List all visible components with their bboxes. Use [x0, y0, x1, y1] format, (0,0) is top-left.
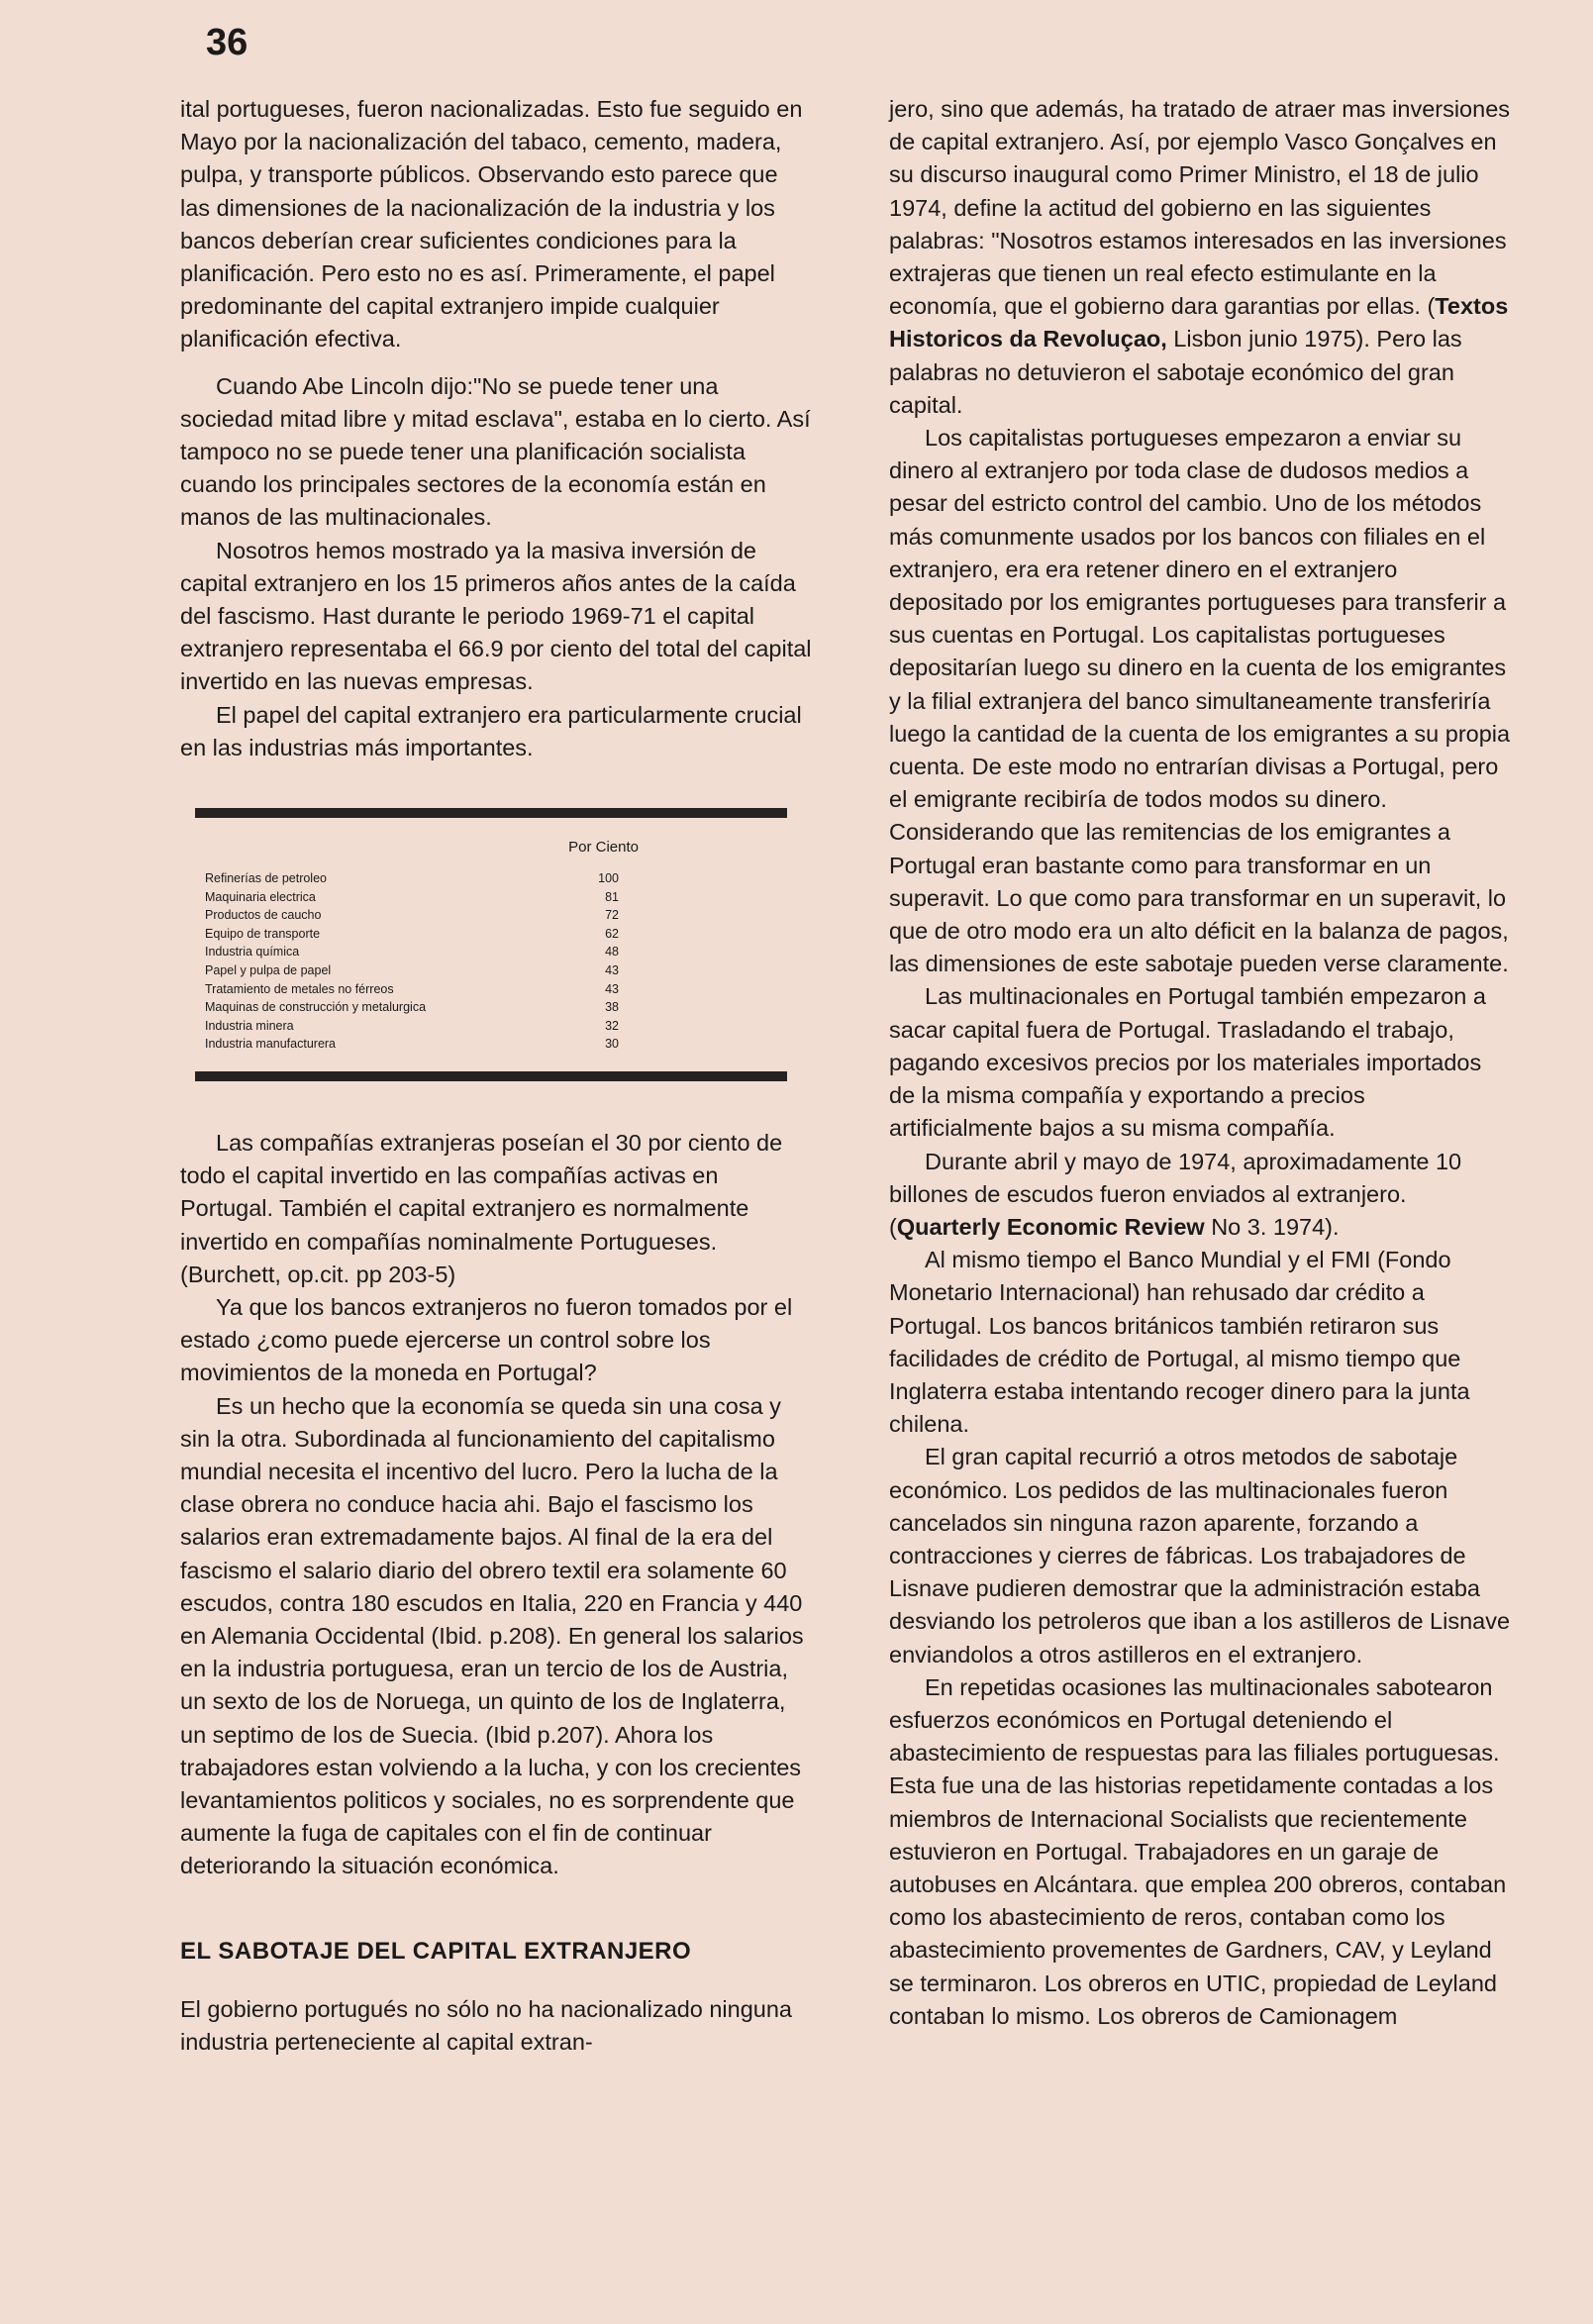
table-row-value: 43: [605, 963, 619, 978]
table-row-label: Papel y pulpa de papel: [205, 963, 332, 978]
table-bottom-rule: [195, 1071, 787, 1081]
table-row-label: Maquinaria electrica: [205, 889, 316, 904]
table-row-label: Industria manufacturera: [205, 1037, 337, 1052]
paragraph: [889, 1146, 1513, 1245]
table-row-value: 48: [605, 945, 619, 960]
table-body: [205, 869, 787, 1054]
table-top-rule: [195, 808, 787, 818]
paragraph: Los capitalistas portugueses empezaron a enviar su dinero al extranjero por toda clase de dudosos medios a pesar del estricto control del cambio. Uno de los métodos más comunmente usados por los bancos con filiales en el extranjero, era era retener dinero en el extranjero depositado por los emigrantes portugueses para transferir a sus cuentas en Portugal. Los capitalistas portugueses depositarían luego su dinero en la cuenta de los emigrantes y la filial extranjera del banco simultaneamente transferiría luego la cantidad de la cuenta de los emigrantes a su propia cuenta. De este modo no entrarían divisas a Portugal, pero el emigrante recibiría de todos modos su dinero. Considerando que las remitencias de los emigrantes a Portugal eran bastante como para transformar en un superavit. Lo que como para transformar en un superavit, lo que de otro modo era un alto déficit en la balanza de pagos, las dimensiones de este sabotaje pueden verse claramente.: [889, 425, 1511, 977]
table-row: [205, 888, 787, 907]
table-row-value: 100: [598, 871, 619, 886]
table-row-label: Industria minera: [205, 1018, 294, 1033]
paragraph: ital portugueses, fueron nacionalizadas. Esto fue seguido en Mayo por la nacionalización del tabaco, cemento, madera, pulpa, y transporte públicos. Observando esto parece que las dimensiones de la nacionalización de la industria y los bancos deberían crear suficientes condiciones para la planificación. Pero esto no es así. Primeramente, el papel predominante del capital extranjero impide cualquier planificación efectiva.: [180, 96, 803, 353]
paragraph: En repetidas ocasiones las multinacionales sabotearon esfuerzos económicos en Portugal deteniendo el abastecimiento de respuestas para las filiales portuguesas. Esta fue una de las historias repetidamente contadas a los miembros de Internacional Socialists que recientemente estuvieron en Portugal. Trabajadores en un garaje de autobuses en Alcántara. que emplea 200 obreros, contaban como los abastecimiento de reros, contaban como los abastecimiento provementes de Gardners, CAV, y Leyland se terminaron. Los obreros en UTIC, propiedad de Leyland contaban lo mismo. Los obreros de Camionagem: [889, 1673, 1507, 2029]
table-row-label: Productos de caucho: [205, 908, 322, 923]
table-row: [205, 1017, 787, 1036]
paragraph: Nosotros hemos mostrado ya la masiva inversión de capital extranjero en los 15 primeros años antes de la caída del fascismo. Hast durante le periodo 1969-71 el capital extranjero representaba el 66.9 por ciento del total del capital invertido en las nuevas empresas.: [180, 537, 812, 695]
table-row: [205, 998, 787, 1017]
paragraph: Cuando Abe Lincoln dijo:"No se puede tener una sociedad mitad libre y mitad esclava", estaba en lo cierto. Así tampoco no se puede tener una planificación socialista cuando los principales sectores de la economía están en manos de las multinacionales.: [180, 372, 811, 531]
paragraph: Al mismo tiempo el Banco Mundial y el FMI (Fondo Monetario Internacional) han rehusado dar crédito a Portugal. Los bancos británicos también retiraron sus facilidades de crédito de Portugal, al mismo tiempo que Inglaterra estaba intentando recoger dinero para la junta chilena.: [889, 1247, 1470, 1438]
paragraph: [889, 93, 1513, 422]
text-run: jero, sino que además, ha tratado de atraer mas inversiones de capital extranjero. Así, por ejemplo Vasco Gonçalves en su discurso inaugural como Primer Ministro, el 18 de julio 1974, define la actitud del gobierno en las siguientes palabras: "Nosotros estamos interesados en las inversiones extrajeras que tienen un real efecto estimulante en la economía, que el gobierno dara garantias por ellas. (: [889, 96, 1511, 320]
table-row-value: 81: [605, 889, 619, 904]
page-number: 36: [206, 22, 249, 63]
table-row: [205, 906, 787, 925]
right-column: [889, 93, 1513, 2033]
table-row-value: 32: [605, 1018, 619, 1033]
citation-title: Textos Historicos da Revoluçao,: [889, 293, 1509, 353]
table-row-label: Maquinas de construcción y metalurgica: [205, 1000, 427, 1015]
left-column: [180, 93, 814, 2059]
citation-title: Quarterly Economic Review: [896, 1213, 1205, 1240]
table-row: [205, 925, 787, 944]
paragraph: El gobierno portugués no sólo no ha nacionalizado ninguna industria perteneciente al capital extran-: [180, 1995, 792, 2056]
table-row: [205, 961, 787, 980]
table-row: [205, 980, 787, 999]
paragraph: El gran capital recurrió a otros metodos de sabotaje económico. Los pedidos de las multinacionales fueron cancelados sin ninguna razon aparente, forzando a contracciones y cierres de fábricas. Los trabajadores de Lisnave pudieren demostrar que la administración estaba desviando los petroleros que iban a los astilleros de Lisnave enviandolos a otros astilleros en el extranjero.: [889, 1444, 1511, 1667]
paragraph: Ya que los bancos extranjeros no fueron tomados por el estado ¿como puede ejercerse un control sobre los movimientos de la moneda en Portugal?: [180, 1294, 793, 1386]
paragraph: Las multinacionales en Portugal también empezaron a sacar capital fuera de Portugal. Trasladando el trabajo, pagando excesivos precios por los materiales importados de la misma compañía y exportando a precios artificialmente bajos a su misma compañía.: [889, 983, 1486, 1142]
text-run: Durante abril y mayo de 1974, aproximadamente 10 billones de escudos fueron enviados al extranjero. (: [889, 1148, 1462, 1240]
section-heading: EL SABOTAJE DEL CAPITAL EXTRANJERO: [180, 1937, 692, 1965]
paragraph: Las compañías extranjeras poseían el 30 por ciento de todo el capital invertido en las compañías activas en Portugal. También el capital extranjero es normalmente invertido en compañías nominalmente Portugueses. (Burchett, op.cit. pp 203-5): [180, 1130, 783, 1287]
table-row-label: Industria química: [205, 945, 300, 960]
text-run: Lisbon junio 1975). Pero las palabras no detuvieron el sabotaje económico del gran capital.: [889, 326, 1462, 418]
table-row: [205, 869, 787, 888]
table-row-value: 30: [605, 1037, 619, 1052]
table-row-label: Tratamiento de metales no férreos: [205, 981, 394, 996]
table-row: [205, 1035, 787, 1054]
table-header: Por Ciento: [568, 839, 639, 857]
table-row: [205, 943, 787, 961]
table-row-label: Refinerías de petroleo: [205, 871, 327, 886]
paragraph: Es un hecho que la economía se queda sin una cosa y sin la otra. Subordinada al funcionamiento del capitalismo mundial necesita el incentivo del lucro. Pero la lucha de la clase obrera no conduce hacia ahi. Bajo el fascismo los salarios eran extremadamente bajos. Al final de la era del fascismo el salario diario del obrero textil era solamente 60 escudos, contra 180 escudos en Italia, 220 en Francia y 440 en Alemania Occidental (Ibid. p.208). En general los salarios en la industria portuguesa, eran un tercio de los de Austria, un sexto de los de Noruega, un quinto de los de Inglaterra, un septimo de los de Suecia. (Ibid p.207). Ahora los trabajadores estan volviendo a la lucha, y con los crecientes levantamientos politicos y sociales, no es sorprendente que aumente la fuga de capitales con el fin de continuar deteriorando la situación económica.: [180, 1392, 804, 1879]
table-row-value: 72: [605, 908, 619, 923]
paragraph: El papel del capital extranjero era particularmente crucial en las industrias más importantes.: [180, 701, 802, 760]
foreign-capital-table: [195, 808, 787, 1081]
text-run: No 3. 1974).: [1204, 1213, 1340, 1240]
table-row-value: 38: [605, 1000, 619, 1015]
table-row-value: 43: [605, 981, 619, 996]
table-row-label: Equipo de transporte: [205, 926, 321, 941]
table-row-value: 62: [605, 926, 619, 941]
